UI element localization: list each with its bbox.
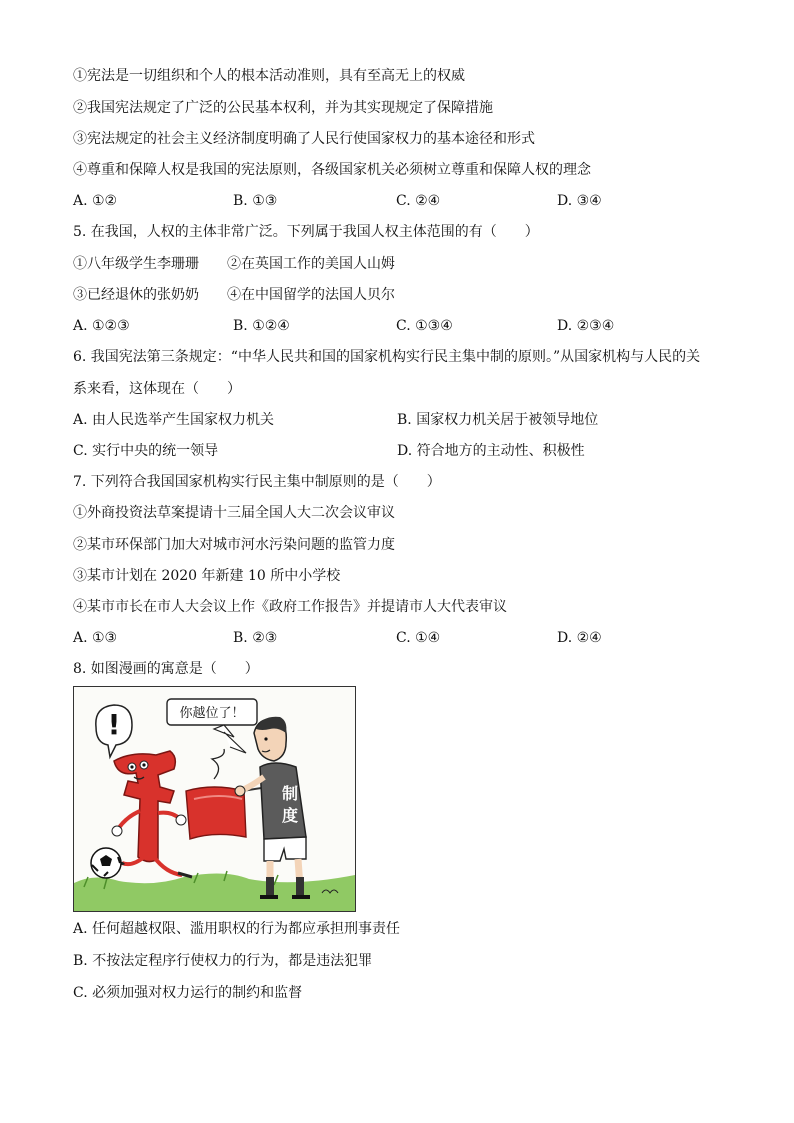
- q6-option-d[interactable]: D. 符合地方的主动性、积极性: [397, 443, 585, 459]
- q4-option-b[interactable]: B. ①③: [233, 193, 278, 209]
- q8-option-a[interactable]: A. 任何超越权限、滥用职权的行为都应承担刑事责任: [73, 921, 401, 937]
- soccer-ball: [91, 848, 121, 878]
- q6-stem-line-2: 系来看，这体现在（ ）: [73, 381, 241, 397]
- cartoon-image: [73, 686, 356, 912]
- q4-option-c[interactable]: C. ②④: [396, 193, 441, 209]
- referee-figure: [235, 717, 310, 897]
- q7-option-d[interactable]: D. ②④: [557, 630, 602, 646]
- q4-item-1: ①宪法是一切组织和个人的根本活动准则，具有至高无上的权威: [73, 68, 465, 84]
- q7-option-a[interactable]: A. ①③: [73, 630, 118, 646]
- grass: [74, 873, 355, 911]
- q7-option-c[interactable]: C. ①④: [396, 630, 441, 646]
- q5-items-row-2: ③已经退休的张奶奶 ④在中国留学的法国人贝尔: [73, 287, 395, 303]
- q8-option-b[interactable]: B. 不按法定程序行使权力的行为，都是违法犯罪: [73, 953, 373, 969]
- q6-option-c[interactable]: C. 实行中央的统一领导: [73, 443, 219, 459]
- q6-option-b[interactable]: B. 国家权力机关居于被领导地位: [397, 412, 599, 428]
- exclaim-text: !: [107, 708, 121, 741]
- q5-option-a[interactable]: A. ①②③: [73, 318, 130, 334]
- red-flag: [186, 749, 268, 839]
- q4-option-a[interactable]: A. ①②: [73, 193, 118, 209]
- speech-bubble-text: 你越位了！: [179, 706, 245, 721]
- exclamation-bubble: [96, 705, 132, 757]
- q7-stem: 7. 下列符合我国国家机构实行民主集中制原则的是（ ）: [73, 474, 441, 490]
- q5-stem: 5. 在我国，人权的主体非常广泛。下列属于我国人权主体范围的有（ ）: [73, 224, 539, 240]
- q5-items-row-1: ①八年级学生李珊珊 ②在英国工作的美国人山姆: [73, 256, 395, 272]
- speech-bubble: [167, 699, 257, 753]
- q6-option-a[interactable]: A. 由人民选举产生国家权力机关: [73, 412, 275, 428]
- shirt-text-2: 度: [281, 806, 299, 825]
- q8-option-c[interactable]: C. 必须加强对权力运行的制约和监督: [73, 985, 303, 1001]
- q8-stem: 8. 如图漫画的寓意是（ ）: [73, 661, 259, 677]
- q7-item-3: ③某市计划在 2020 年新建 10 所中小学校: [73, 568, 341, 584]
- q5-option-b[interactable]: B. ①②④: [233, 318, 290, 334]
- shirt-text-1: 制: [281, 784, 299, 803]
- q7-item-4: ④某市市长在市人大会议上作《政府工作报告》并提请市人大代表审议: [73, 599, 507, 615]
- q4-item-4: ④尊重和保障人权是我国的宪法原则，各级国家机关必须树立尊重和保障人权的理念: [73, 162, 591, 178]
- q6-stem-line-1: 6. 我国宪法第三条规定：“中华人民共和国的国家机构实行民主集中制的原则。”从国家机构与人民的关: [73, 349, 701, 365]
- q5-option-c[interactable]: C. ①③④: [396, 318, 453, 334]
- red-character: [112, 751, 192, 877]
- q4-item-2: ②我国宪法规定了广泛的公民基本权利，并为其实现规定了保障措施: [73, 100, 493, 116]
- q4-option-d[interactable]: D. ③④: [557, 193, 602, 209]
- q7-item-2: ②某市环保部门加大对城市河水污染问题的监管力度: [73, 537, 395, 553]
- q7-item-1: ①外商投资法草案提请十三届全国人大二次会议审议: [73, 505, 395, 521]
- q7-option-b[interactable]: B. ②③: [233, 630, 278, 646]
- q5-option-d[interactable]: D. ②③④: [557, 318, 615, 334]
- q4-item-3: ③宪法规定的社会主义经济制度明确了人民行使国家权力的基本途径和形式: [73, 131, 535, 147]
